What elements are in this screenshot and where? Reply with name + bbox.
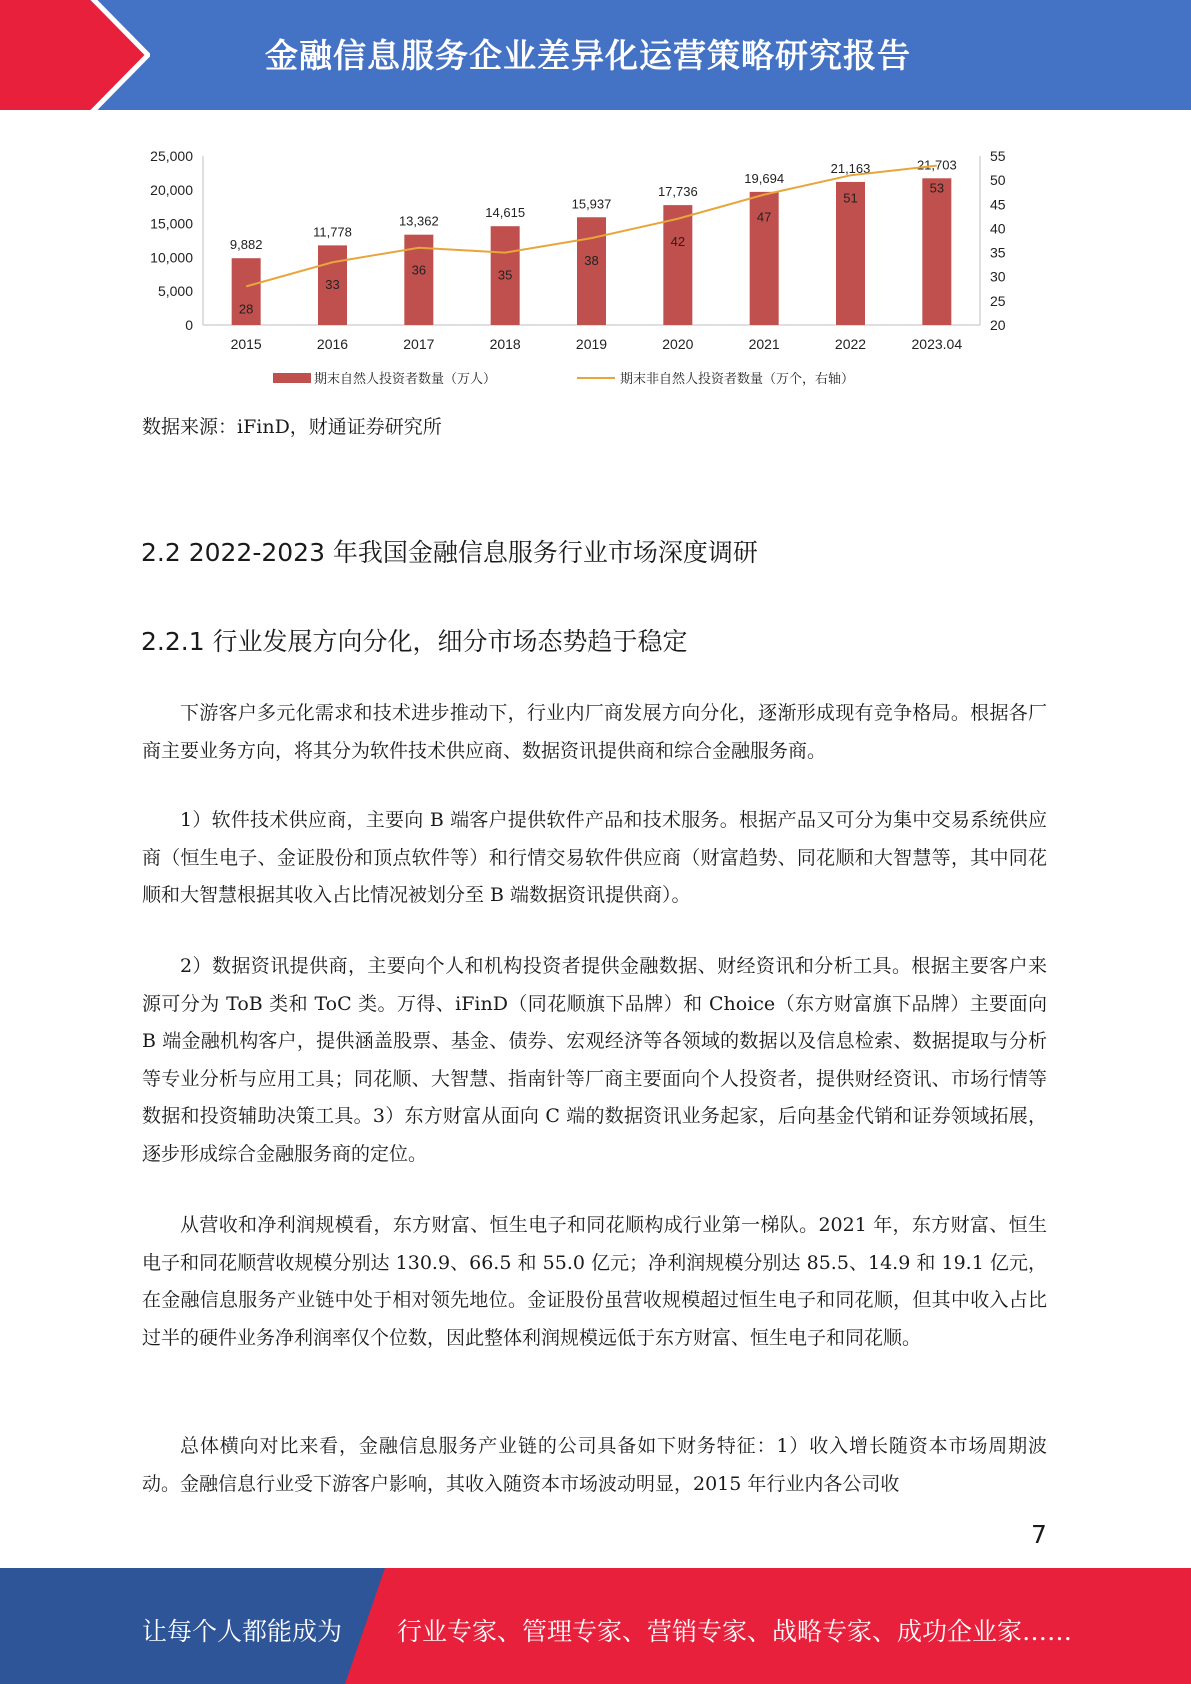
bar-value-label: 17,736 xyxy=(657,184,698,200)
chart-svg xyxy=(130,140,1030,400)
right-tick-label: 20 xyxy=(990,317,1006,333)
right-tick-label: 50 xyxy=(990,172,1006,189)
x-tick-label: 2016 xyxy=(316,336,349,352)
page-footer xyxy=(0,1568,1191,1684)
x-tick-label: 2019 xyxy=(575,336,608,352)
chart-source: 数据来源：iFinD，财通证券研究所 xyxy=(142,416,442,438)
bar xyxy=(577,217,606,325)
investor-count-chart xyxy=(130,140,1030,400)
line-value-label: 36 xyxy=(411,262,427,278)
x-tick-label: 2018 xyxy=(489,336,521,352)
bar-value-label: 15,937 xyxy=(571,196,612,212)
right-tick-label: 40 xyxy=(990,220,1006,237)
bar-value-label: 19,694 xyxy=(744,170,785,186)
bar-value-label: 21,703 xyxy=(916,157,957,173)
report-title: 金融信息服务企业差异化运营策略研究报告 xyxy=(265,36,911,75)
bar-value-label: 14,615 xyxy=(485,205,526,221)
header-arrow-decoration xyxy=(0,0,150,110)
left-tick-label: 15,000 xyxy=(150,215,193,232)
legend-label-line: 期末非自然人投资者数量（万个，右轴） xyxy=(620,372,855,387)
x-tick-label: 2020 xyxy=(662,336,694,352)
bar-value-label: 11,778 xyxy=(313,224,352,240)
bar xyxy=(663,205,692,325)
line-value-label: 38 xyxy=(584,253,599,269)
page-header xyxy=(0,0,1191,110)
paragraph-5: 总体横向对比来看，金融信息服务产业链的公司具备如下财务特征：1）收入增长随资本市场周期波动。金融信息行业受下游客户影响，其收入随资本市场波动明显，2015 年行业内各公司收 xyxy=(142,1435,1047,1495)
line-value-label: 53 xyxy=(929,180,945,196)
footer-slogan-right: 行业专家、管理专家、营销专家、战略专家、成功企业家…… xyxy=(397,1617,1073,1646)
x-tick-label: 2021 xyxy=(748,336,780,352)
line-value-label: 42 xyxy=(670,233,686,249)
right-tick-label: 30 xyxy=(990,268,1006,285)
left-tick-label: 10,000 xyxy=(150,249,193,266)
right-tick-label: 45 xyxy=(990,196,1006,213)
left-tick-label: 25,000 xyxy=(150,148,193,164)
paragraph-2: 1）软件技术供应商，主要向 B 端客户提供软件产品和技术服务。根据产品又可分为集中交易系统供应商（恒生电子、金证股份和顶点软件等）和行情交易软件供应商（财富趋势、同花顺和大智慧等，其中同花顺和大智慧根据其收入占比情况被划分至 B 端数据资讯提供商）。 xyxy=(142,809,1047,906)
section-heading: 2.2 2022-2023 年我国金融信息服务行业市场深度调研 xyxy=(141,538,758,567)
left-tick-label: 5,000 xyxy=(157,283,193,300)
x-tick-label: 2023.04 xyxy=(911,336,963,352)
bar xyxy=(922,178,951,325)
page-number: 7 xyxy=(1031,1520,1047,1549)
left-tick-label: 20,000 xyxy=(150,181,193,198)
paragraph-4: 从营收和净利润规模看，东方财富、恒生电子和同花顺构成行业第一梯队。2021 年，东方财富、恒生电子和同花顺营收规模分别达 130.9、66.5 和 55.0 亿元；净利润规模分别达 85.5、14.9 和 19.1 亿元，在金融信息服务产业链中处于相对领先地位。金证股份虽营收规模超过恒生电子和同花顺，但其中收入占比过半的硬件业务净利润率仅个位数，因此整体利润规模远低于东方财富、恒生电子和同花顺。 xyxy=(142,1214,1047,1349)
bar-value-label: 13,362 xyxy=(398,213,439,229)
bar-value-label: 9,882 xyxy=(229,237,263,253)
line-value-label: 47 xyxy=(756,209,772,225)
line-value-label: 33 xyxy=(325,277,340,293)
line-value-label: 28 xyxy=(238,301,254,317)
subsection-heading: 2.2.1 行业发展方向分化，细分市场态势趋于稳定 xyxy=(141,627,688,656)
line-value-label: 35 xyxy=(497,267,513,283)
x-tick-label: 2015 xyxy=(230,336,262,352)
right-tick-label: 25 xyxy=(990,292,1006,309)
paragraph-1: 下游客户多元化需求和技术进步推动下，行业内厂商发展方向分化，逐渐形成现有竞争格局。根据各厂商主要业务方向，将其分为软件技术供应商、数据资讯提供商和综合金融服务商。 xyxy=(142,702,1047,762)
right-tick-label: 35 xyxy=(990,244,1006,261)
x-tick-label: 2022 xyxy=(834,336,867,352)
x-tick-label: 2017 xyxy=(403,336,435,352)
legend-label-bars: 期末自然人投资者数量（万人） xyxy=(314,372,497,387)
bar-value-label: 21,163 xyxy=(830,160,871,176)
paragraph-3: 2）数据资讯提供商，主要向个人和机构投资者提供金融数据、财经资讯和分析工具。根据主要客户来源可分为 ToB 类和 ToC 类。万得、iFinD（同花顺旗下品牌）和 Choice（东方财富旗下品牌）主要面向 B 端金融机构客户，提供涵盖股票、基金、债券、宏观经济等各领域的数据以及信息检索、数据提取与分析等专业分析与应用工具；同花顺、大智慧、指南针等厂商主要面向个人投资者，提供财经资讯、市场行情等数据和投资辅助决策工具。3）东方财富从面向 C 端的数据资讯业务起家，后向基金代销和证券领域拓展，逐步形成综合金融服务商的定位。 xyxy=(142,955,1047,1165)
right-tick-label: 55 xyxy=(990,148,1006,164)
line-value-label: 51 xyxy=(843,190,858,206)
legend-swatch-bars xyxy=(273,373,311,383)
left-tick-label: 0 xyxy=(185,317,193,333)
footer-slogan-left: 让每个人都能成为 xyxy=(142,1617,343,1646)
